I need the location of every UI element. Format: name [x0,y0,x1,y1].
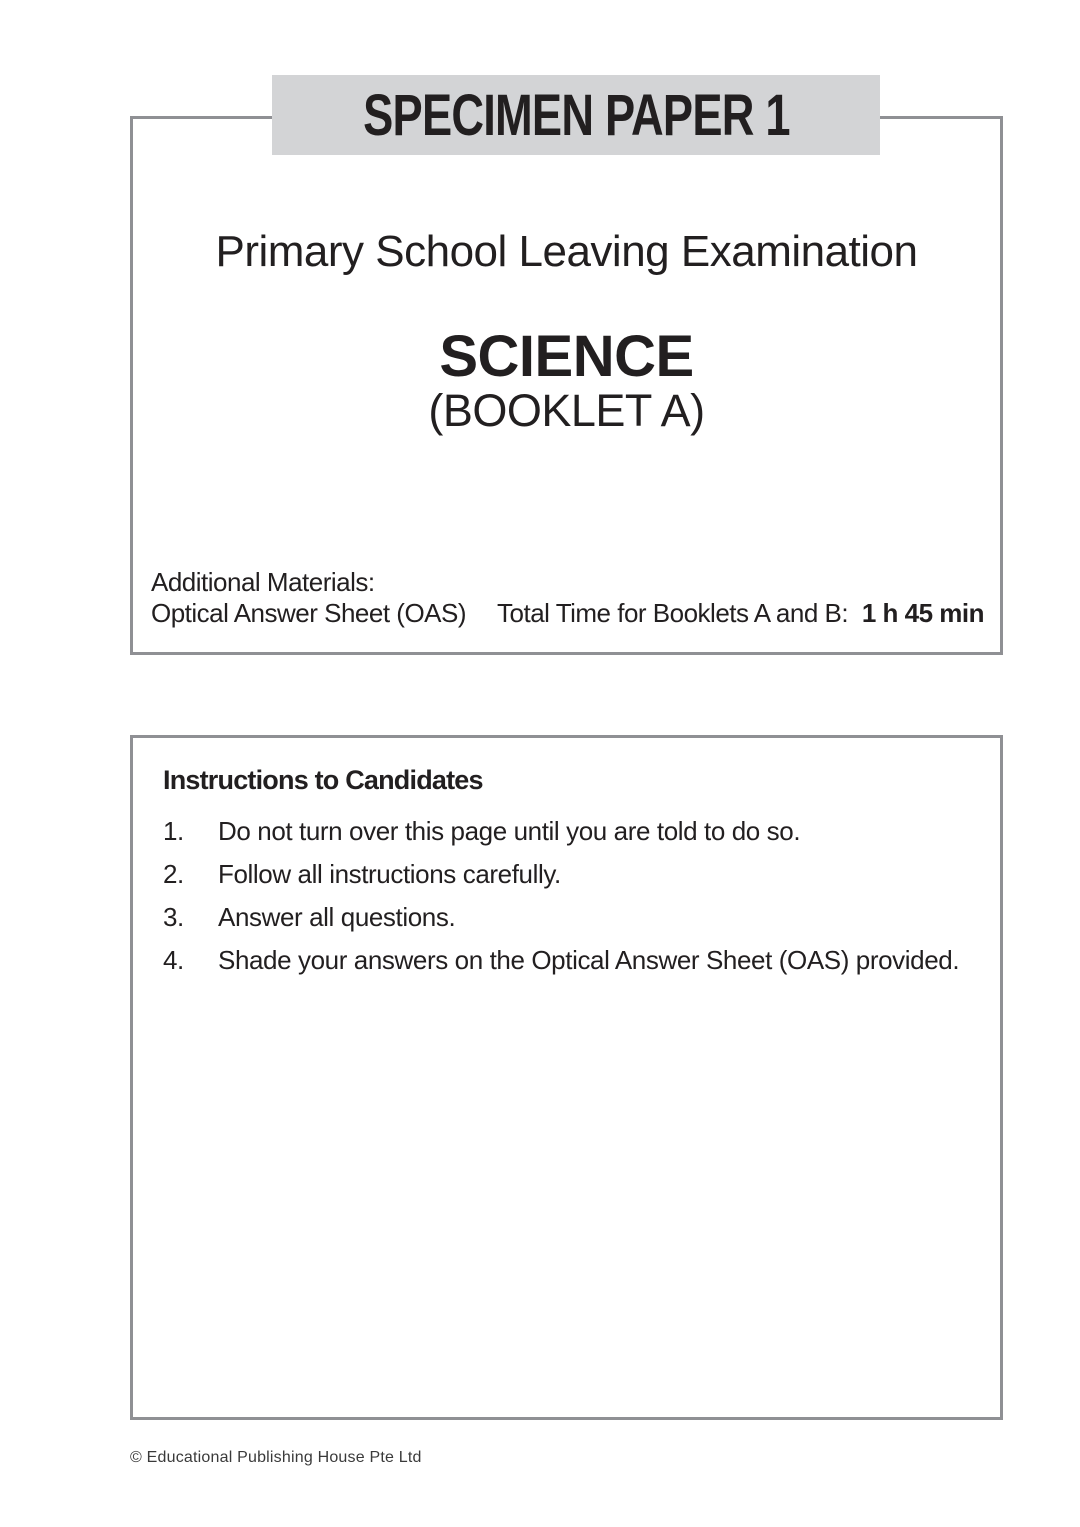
instruction-text: Answer all questions. [218,902,456,932]
instructions-box [130,735,1003,1420]
instruction-item [163,816,980,847]
instruction-item [163,945,980,976]
total-time-value: 1 h 45 min [861,598,984,628]
instruction-number: 3. [163,902,184,932]
instruction-number: 2. [163,859,184,889]
exam-header-box [130,116,1003,655]
instruction-text: Follow all instructions carefully. [218,859,561,889]
exam-title: Primary School Leaving Examination [215,227,918,276]
total-time-label: Total Time for Booklets A and B: [497,598,849,628]
instruction-text: Do not turn over this page until you are told to do so. [218,816,801,846]
subject-title: SCIENCE [439,324,694,389]
booklet-title: (BOOKLET A) [428,385,705,436]
total-time-line [497,598,984,629]
footer-copyright: © Educational Publishing House Pte Ltd [130,1449,422,1466]
instruction-item [163,859,980,890]
additional-materials-item: Optical Answer Sheet (OAS) [151,598,467,628]
instruction-item [163,902,980,933]
instructions-heading: Instructions to Candidates [163,765,483,795]
specimen-paper-banner-label: SPECIMEN PAPER 1 [362,82,790,148]
instruction-number: 1. [163,816,184,846]
instruction-text: Shade your answers on the Optical Answer Sheet (OAS) provided. [218,945,960,975]
specimen-paper-banner [272,75,880,155]
additional-materials-label: Additional Materials: [151,567,375,597]
instruction-number: 4. [163,945,184,975]
